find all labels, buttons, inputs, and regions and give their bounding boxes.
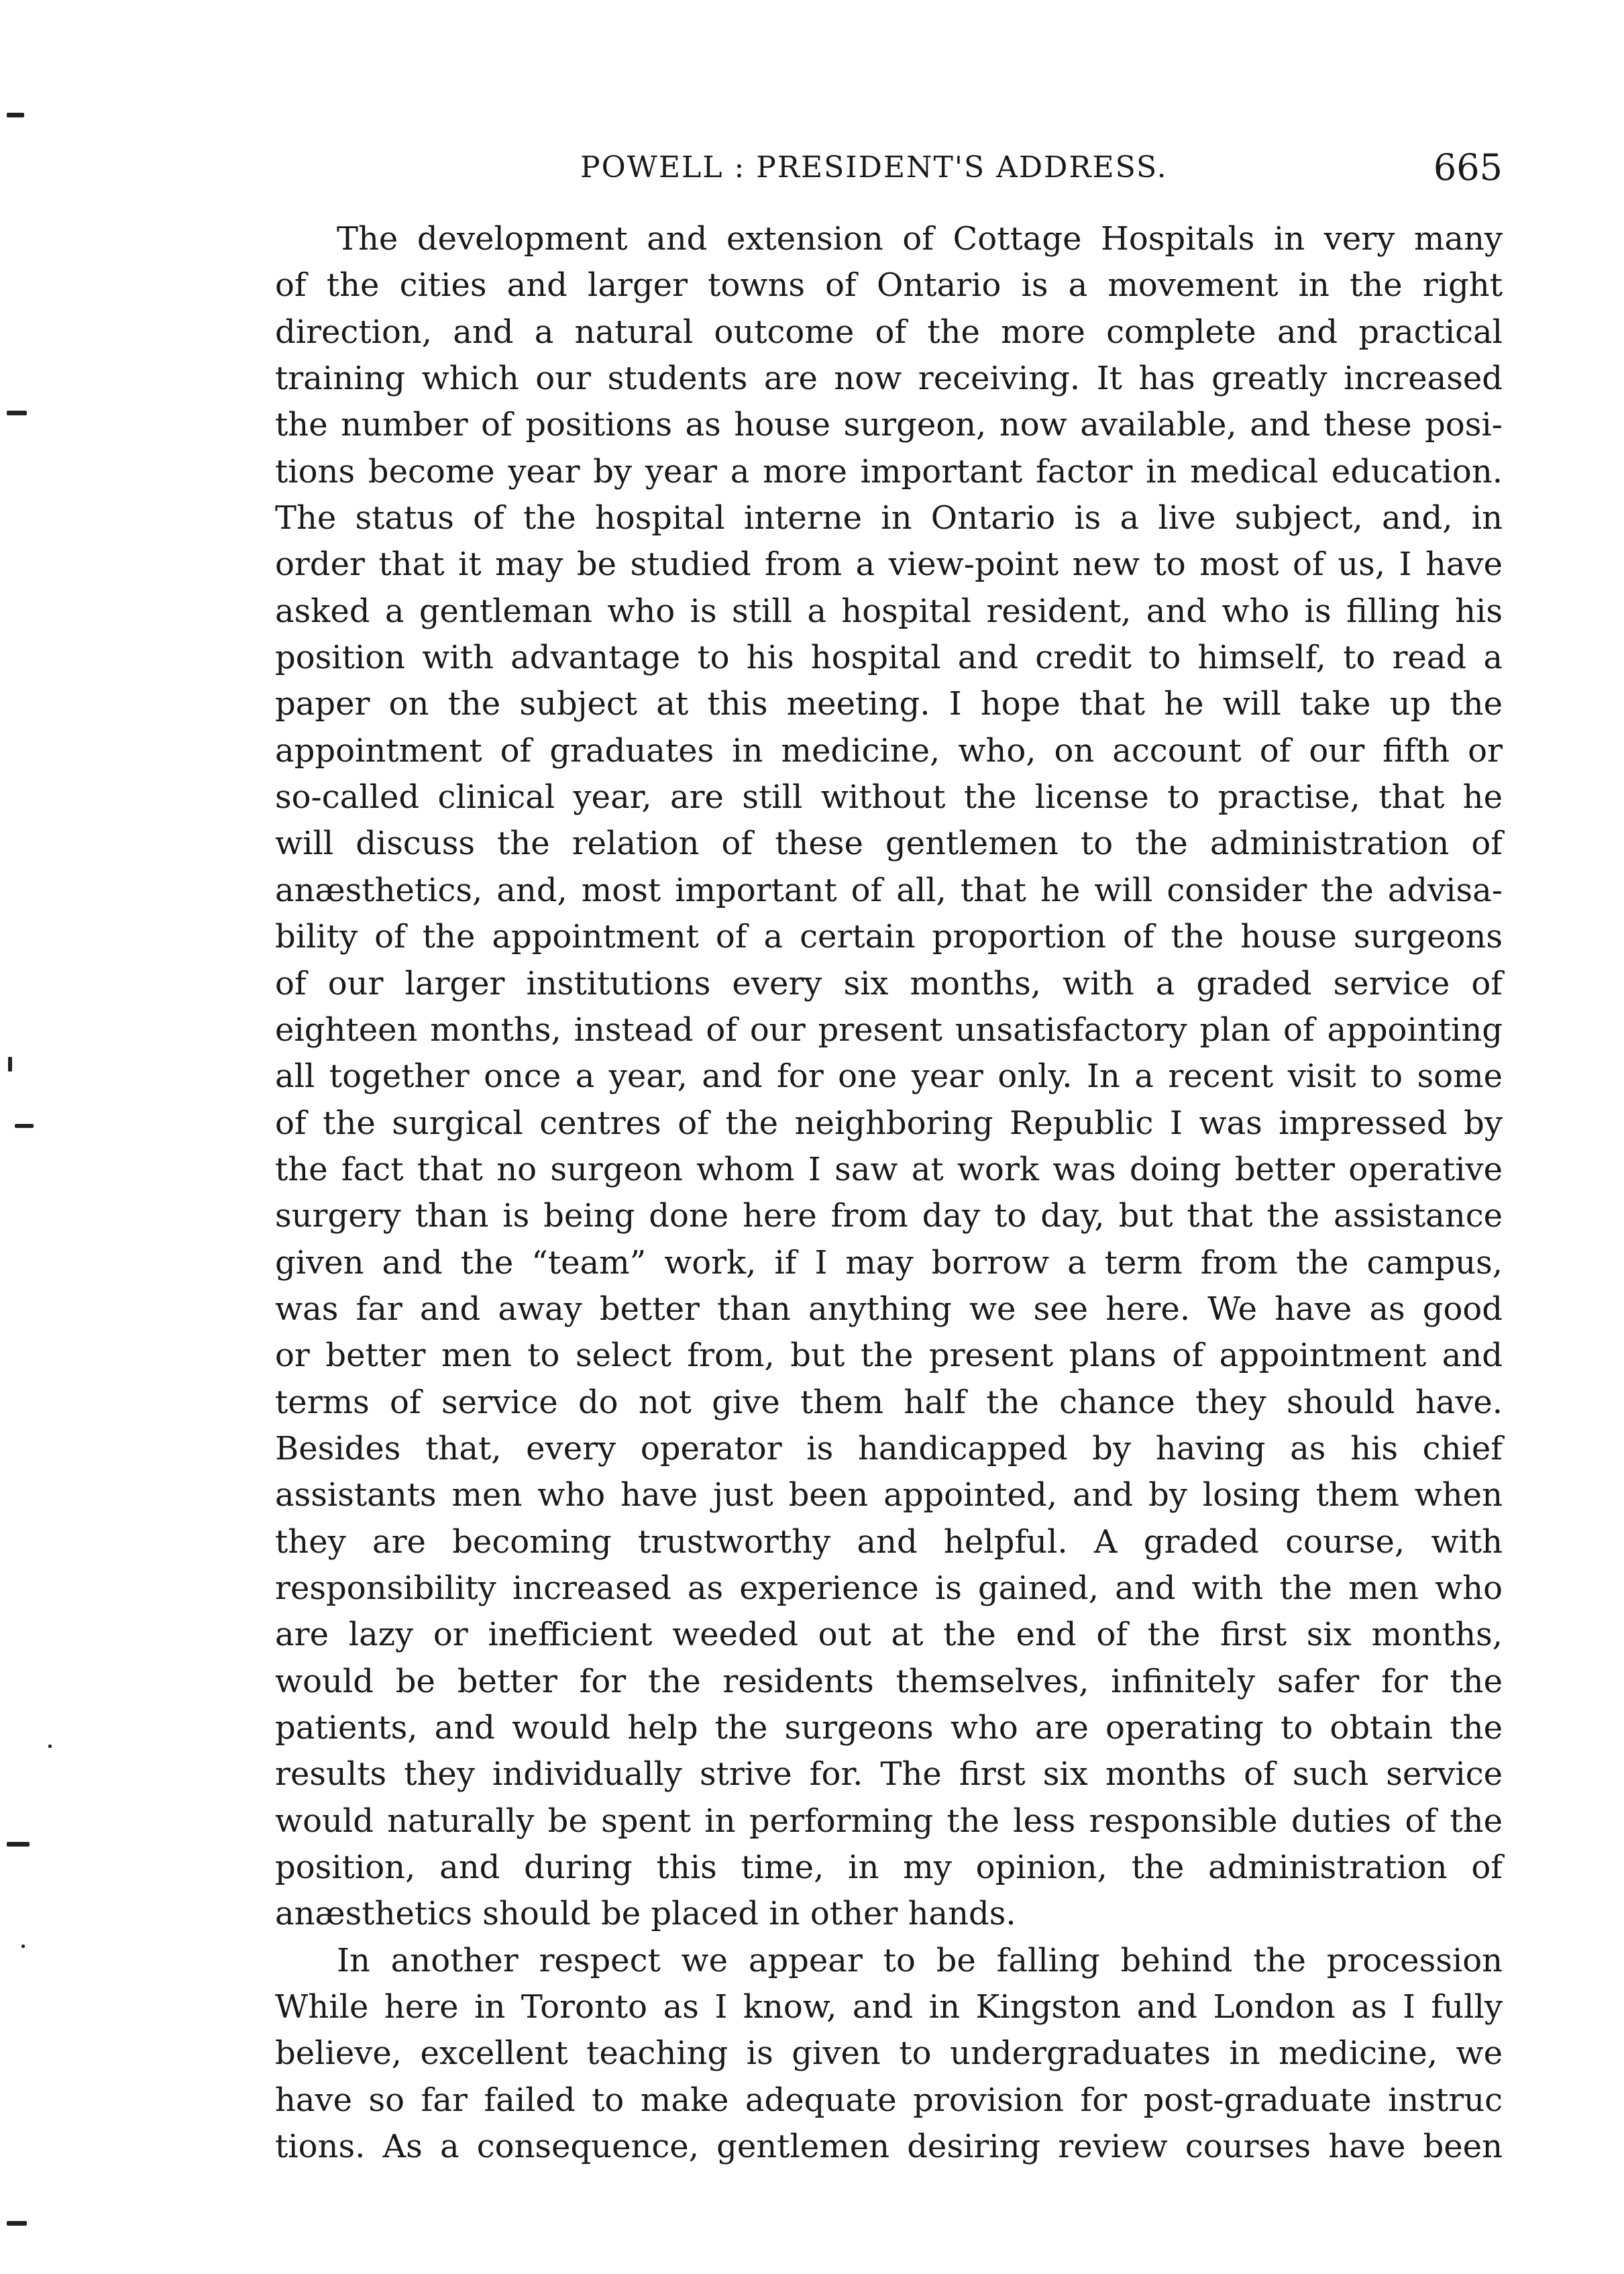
text-line: of our larger institutions every six months, with a graded service of <box>275 964 1503 1002</box>
text-line: or better men to select from, but the present plans of appointment and <box>275 1337 1503 1375</box>
text-line: In another respect we appear to be falling behind the procession <box>337 1941 1503 1979</box>
text-line: asked a gentleman who is still a hospital resident, and who is filling his <box>275 592 1503 630</box>
text-line: order that it may be studied from a view-point new to most of us, I have <box>275 546 1503 584</box>
scan-mark <box>8 1057 12 1072</box>
running-head <box>275 134 1503 195</box>
scan-mark <box>21 1945 25 1948</box>
text-line: results they individually strive for. The first six months of such service <box>275 1755 1503 1794</box>
text-line: would naturally be spent in performing the less responsible duties of the <box>275 1802 1503 1840</box>
text-line: patients, and would help the surgeons who are operating to obtain the <box>275 1709 1503 1747</box>
text-line: eighteen months, instead of our present unsatisfactory plan of appointing <box>275 1011 1503 1049</box>
text-line: the number of positions as house surgeon, now available, and these posi- <box>275 406 1503 444</box>
text-line: Besides that, every operator is handicapped by having as his chief <box>275 1429 1503 1467</box>
scan-mark <box>48 1745 52 1748</box>
text-line: they are becoming trustworthy and helpful. A graded course, with <box>275 1522 1503 1561</box>
text-line: given and the “team” work, if I may borrow a term from the campus, <box>275 1243 1503 1282</box>
paragraph <box>275 216 1503 1938</box>
text-line: terms of service do not give them half the chance they should have. <box>275 1383 1503 1421</box>
text-line: anæsthetics, and, most important of all, that he will consider the advisa- <box>275 871 1503 909</box>
text-line: tions. As a consequence, gentlemen desiring review courses have been <box>275 2128 1503 2166</box>
text-line: position, and during this time, in my opinion, the administration of <box>275 1849 1503 1887</box>
body-text <box>275 216 1503 2170</box>
text-line: are lazy or inefficient weeded out at the end of the first six months, <box>275 1616 1503 1654</box>
text-line: position with advantage to his hospital and credit to himself, to read a <box>275 639 1503 677</box>
text-line: of the cities and larger towns of Ontario is a movement in the right <box>275 266 1503 305</box>
text-line: The development and extension of Cottage Hospitals in very many <box>337 220 1503 258</box>
page-number: 665 <box>1433 146 1503 189</box>
text-line: the fact that no surgeon whom I saw at work was doing better operative <box>275 1150 1503 1188</box>
text-line: will discuss the relation of these gentlemen to the administration of <box>275 825 1503 863</box>
text-line: responsibility increased as experience is gained, and with the men who <box>275 1569 1503 1607</box>
text-line: direction, and a natural outcome of the more complete and practical <box>275 313 1503 351</box>
running-title: POWELL : PRESIDENT'S ADDRESS. <box>580 150 1168 185</box>
scan-mark <box>7 2221 27 2226</box>
text-line: was far and away better than anything we see here. We have as good <box>275 1290 1503 1328</box>
text-line: paper on the subject at this meeting. I hope that he will take up the <box>275 685 1503 723</box>
scan-mark <box>7 113 24 117</box>
text-line: of the surgical centres of the neighboring Republic I was impressed by <box>275 1104 1503 1142</box>
text-line: tions become year by year a more important factor in medical education. <box>275 452 1503 490</box>
text-line: training which our students are now receiving. It has greatly increased <box>275 360 1503 398</box>
text-line: appointment of graduates in medicine, who, on account of our fifth or <box>275 731 1503 770</box>
text-line: anæsthetics should be placed in other hands. <box>275 1895 1016 1933</box>
text-line: assistants men who have just been appointed, and by losing them when <box>275 1476 1503 1514</box>
scan-mark <box>15 1124 34 1128</box>
scan-mark <box>7 1842 30 1847</box>
text-line: have so far failed to make adequate provision for post-graduate instruc <box>275 2081 1503 2119</box>
paragraph <box>275 1938 1503 2171</box>
text-line: all together once a year, and for one year only. In a recent visit to some <box>275 1057 1503 1096</box>
text-line: The status of the hospital interne in Ontario is a live subject, and, in <box>275 499 1503 537</box>
text-line: would be better for the residents themselves, infinitely safer for the <box>275 1662 1503 1700</box>
text-line: so-called clinical year, are still without the license to practise, that he <box>275 778 1503 817</box>
text-line: While here in Toronto as I know, and in Kingston and London as I fully <box>275 1988 1503 2026</box>
text-line: believe, excellent teaching is given to undergraduates in medicine, we <box>275 2034 1503 2073</box>
text-line: bility of the appointment of a certain proportion of the house surgeons <box>275 918 1503 956</box>
text-line: surgery than is being done here from day to day, but that the assistance <box>275 1197 1503 1235</box>
scan-mark <box>7 411 27 415</box>
